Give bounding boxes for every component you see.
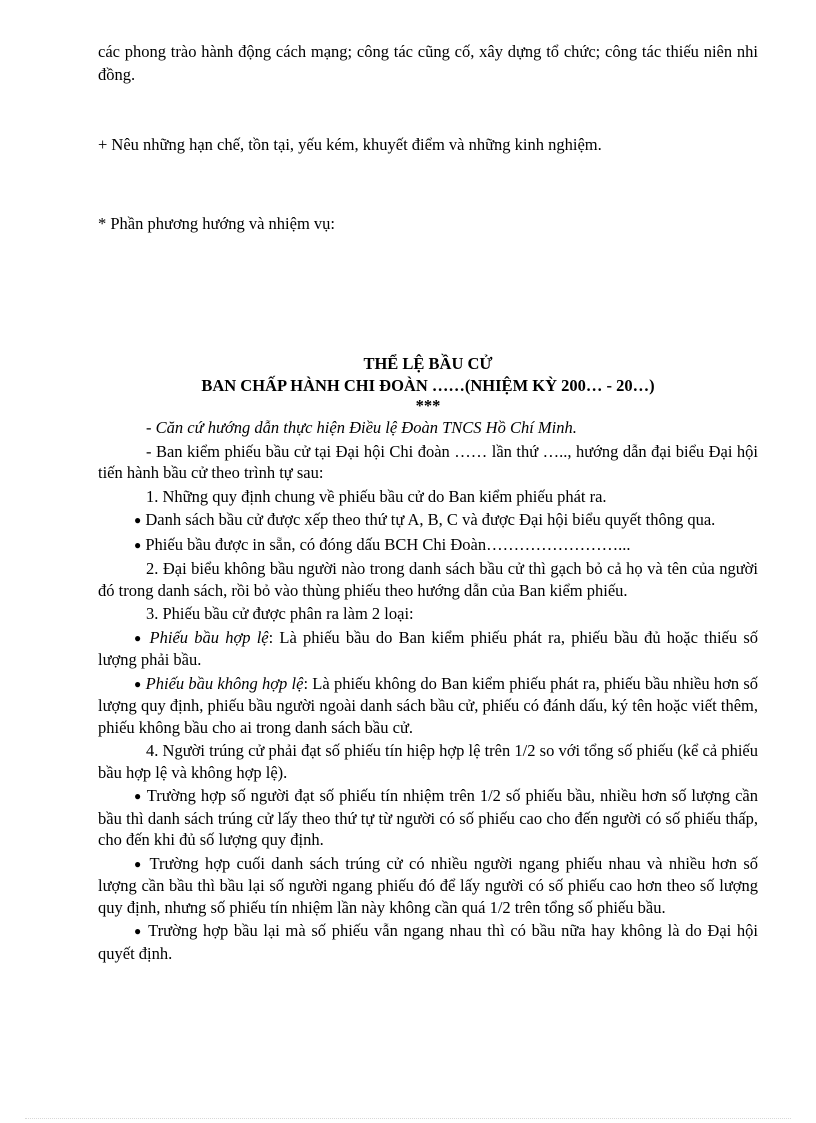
- rules-subtitle: BAN CHẤP HÀNH CHI ĐOÀN ……(NHIỆM KỲ 200… - 20…): [201, 376, 655, 395]
- item-4-bullet-1: ● Trường hợp số người đạt số phiếu tín nhiệm trên 1/2 số phiếu bầu, nhiều hơn số lượng cần bầu thì danh sách trúng cử lấy theo thứ tự từ người có số phiếu cao cho đến người có số phiếu thấp, cho đến khi đủ số lượng quy định.: [98, 786, 758, 849]
- invalid-ballot-term: Phiếu bầu không hợp lệ: [145, 673, 304, 693]
- item-1: 1. Những quy định chung về phiếu bầu cử do Ban kiểm phiếu phát ra.: [146, 486, 607, 506]
- intro-continuation: các phong trào hành động cách mạng; công tác cũng cố, xây dựng tổ chức; công tác thiếu niên nhi đồng.: [98, 42, 758, 84]
- spacer: [98, 235, 758, 353]
- item-3-bullet-1: ● Phiếu bầu hợp lệ: Là phiếu bầu do Ban kiểm phiếu phát ra, phiếu bầu đủ hoặc thiếu số lượng phải bầu.: [98, 627, 759, 669]
- item-4: 4. Người trúng cử phải đạt số phiếu tín hiệp hợp lệ trên 1/2 so với tổng số phiếu (kể cả phiếu bầu hợp lệ và không hợp lệ).: [98, 741, 758, 782]
- item-1-bullet-1: ● Danh sách bầu cử được xếp theo thứ tự A, B, C và được Đại hội biểu quyết thông qua.: [134, 510, 716, 529]
- document-page: [98, 40, 758, 966]
- valid-ballot-term: Phiếu bầu hợp lệ: [149, 627, 269, 647]
- item-4-bullet-3: ● Trường hợp bầu lại mà số phiếu vẫn ngang nhau thì có bầu nữa hay không là do Đại hội quyết định.: [98, 921, 758, 963]
- item-1-bullet-2: ● Phiếu bầu được in sẵn, có đóng dấu BCH Chi Đoàn……………………...: [134, 534, 631, 554]
- title-stars: ***: [415, 396, 441, 415]
- item-2: 2. Đại biểu không bầu người nào trong danh sách bầu cử thì gạch bỏ cả họ và tên của người đó trong danh sách, rồi bỏ vào thùng phiếu theo hướng dẫn của Ban kiểm phiếu.: [98, 559, 758, 600]
- board-paragraph: - Ban kiểm phiếu bầu cử tại Đại hội Chi đoàn …… lần thứ ….., hướng dẫn đại biểu Đại hội tiến hành bầu cử theo trình tự sau:: [98, 441, 758, 482]
- page-bottom-divider: [25, 1118, 791, 1119]
- bullet-icon: ●: [134, 924, 143, 938]
- bullet-icon: ●: [134, 513, 142, 527]
- bullet-icon: ●: [134, 537, 142, 552]
- direction-heading: * Phần phương hướng và nhiệm vụ:: [98, 214, 335, 233]
- spacer: [98, 86, 758, 133]
- item-4-bullet-2: ● Trường hợp cuối danh sách trúng cử có nhiều người ngang phiếu nhau và nhiều hơn số lượng cần bầu thì bầu lại số người ngang phiếu đó để lấy người có số phiếu cao hơn theo số lượng quy định, nhưng số phiếu tín nhiệm lần này không cần quá 1/2 trên tổng số phiếu bầu.: [98, 853, 759, 917]
- basis-line: - Căn cứ hướng dẫn thực hiện Điều lệ Đoàn TNCS Hồ Chí Minh.: [146, 418, 577, 437]
- bullet-icon: ●: [134, 856, 144, 871]
- item-3-bullet-2: ● Phiếu bầu không hợp lệ: Là phiếu không do Ban kiểm phiếu phát ra, phiếu bầu nhiều hơn số lượng quy định, phiếu bầu người ngoài danh sách bầu cử, phiếu có đánh dấu, ký tên hoặc viết thêm, phiếu không bầu cho ai trong danh sách bầu cử.: [98, 673, 759, 737]
- bullet-icon: ●: [134, 676, 142, 691]
- limitations-line: + Nêu những hạn chế, tồn tại, yếu kém, khuyết điểm và những kinh nghiệm.: [98, 135, 602, 154]
- item-3: 3. Phiếu bầu cử được phân ra làm 2 loại:: [146, 604, 414, 623]
- bullet-icon: ●: [134, 630, 144, 645]
- rules-title: THỂ LỆ BẦU CỬ: [363, 354, 493, 373]
- spacer: [98, 156, 758, 212]
- bullet-icon: ●: [134, 789, 143, 803]
